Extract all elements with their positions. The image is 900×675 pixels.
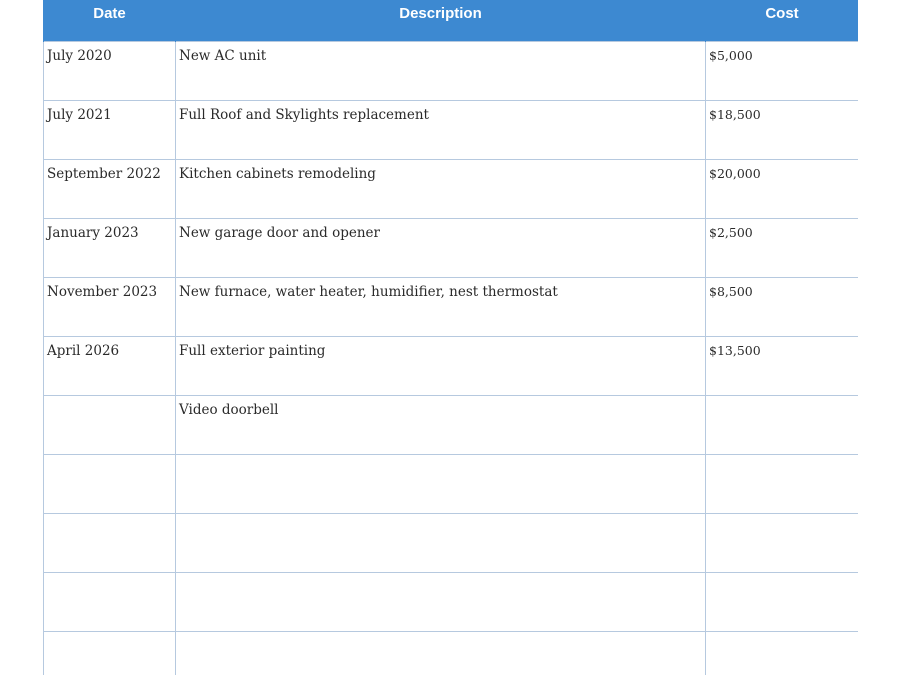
date-cell[interactable]: November 2023	[44, 277, 176, 336]
cost-cell[interactable]	[706, 572, 859, 631]
cost-cell[interactable]: $18,500	[706, 100, 859, 159]
table-row	[44, 159, 859, 218]
description-cell[interactable]	[176, 572, 706, 631]
date-cell[interactable]: April 2026	[44, 336, 176, 395]
table-row	[44, 218, 859, 277]
date-cell[interactable]	[44, 572, 176, 631]
date-cell[interactable]	[44, 395, 176, 454]
table-row	[44, 395, 859, 454]
date-cell[interactable]	[44, 513, 176, 572]
cost-cell[interactable]: $8,500	[706, 277, 859, 336]
table-row	[44, 336, 859, 395]
description-cell[interactable]	[176, 631, 706, 675]
table-row	[44, 513, 859, 572]
header-row	[44, 0, 859, 41]
table-row	[44, 100, 859, 159]
table-row	[44, 454, 859, 513]
cost-cell[interactable]	[706, 513, 859, 572]
maintenance-log-sheet	[43, 0, 858, 675]
description-cell[interactable]: New garage door and opener	[176, 218, 706, 277]
table-row	[44, 41, 859, 100]
date-column-header: Date	[44, 0, 176, 41]
cost-cell[interactable]	[706, 631, 859, 675]
cost-cell[interactable]	[706, 395, 859, 454]
cost-cell[interactable]	[706, 454, 859, 513]
cost-column-header: Cost	[706, 0, 859, 41]
description-cell[interactable]	[176, 454, 706, 513]
maintenance-table	[43, 0, 858, 675]
description-cell[interactable]: Full exterior painting	[176, 336, 706, 395]
description-cell[interactable]	[176, 513, 706, 572]
cost-cell[interactable]: $20,000	[706, 159, 859, 218]
description-cell[interactable]: New furnace, water heater, humidifier, nest thermostat	[176, 277, 706, 336]
table-row	[44, 572, 859, 631]
description-column-header: Description	[176, 0, 706, 41]
description-cell[interactable]: Full Roof and Skylights replacement	[176, 100, 706, 159]
description-cell[interactable]: Kitchen cabinets remodeling	[176, 159, 706, 218]
cost-cell[interactable]: $5,000	[706, 41, 859, 100]
cost-cell[interactable]: $13,500	[706, 336, 859, 395]
date-cell[interactable]: July 2021	[44, 100, 176, 159]
date-cell[interactable]: July 2020	[44, 41, 176, 100]
table-row	[44, 631, 859, 675]
date-cell[interactable]	[44, 454, 176, 513]
date-cell[interactable]: September 2022	[44, 159, 176, 218]
description-cell[interactable]: New AC unit	[176, 41, 706, 100]
date-cell[interactable]: January 2023	[44, 218, 176, 277]
cost-cell[interactable]: $2,500	[706, 218, 859, 277]
table-row	[44, 277, 859, 336]
date-cell[interactable]	[44, 631, 176, 675]
description-cell[interactable]: Video doorbell	[176, 395, 706, 454]
